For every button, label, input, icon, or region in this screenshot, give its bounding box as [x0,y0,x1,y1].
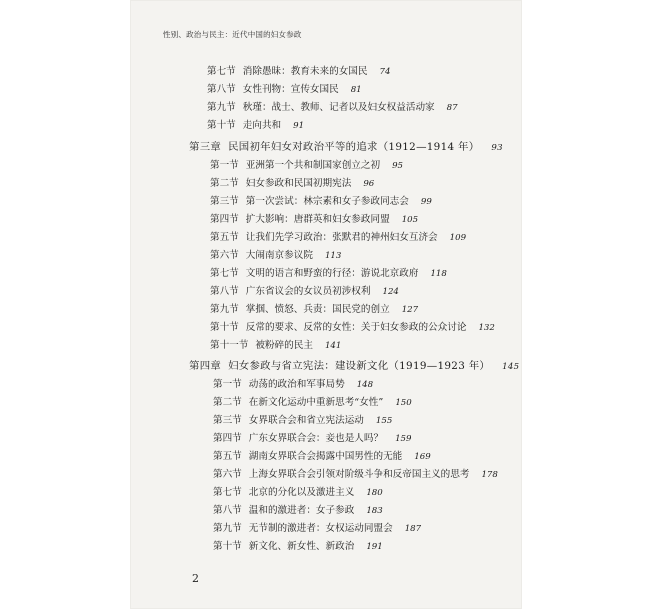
toc-entry [210,304,418,316]
page-number: 105 [401,215,419,225]
toc-entry [207,66,390,78]
section-title: 新文化、新女性、新政治 [248,541,355,552]
page-number: 93 [491,143,503,153]
section-label: 第九节 [213,523,242,534]
section-title: 广东省议会的女议员初涉权利 [245,286,371,297]
page-number: 183 [366,506,383,516]
section-label: 第二节 [210,178,239,189]
section-title: 秋瑾：战士、教师、记者以及妇女权益活动家 [242,102,435,113]
section-label: 第八节 [207,84,236,95]
page-number: 113 [324,251,342,261]
toc-chapter [189,141,503,154]
toc-entry [207,102,458,114]
section-title: 湖南女界联合会揭露中国男性的无能 [248,451,403,462]
page-number: 191 [366,542,383,552]
page-number: 132 [478,323,495,333]
chapter-label: 第四章 [189,360,222,372]
toc-entry [213,451,431,463]
toc-entry [207,84,362,96]
section-title: 走向共和 [242,120,282,131]
page-number: 148 [356,380,374,390]
section-title: 上海女界联合会引领对阶级斗争和反帝国主义的思考 [248,469,470,480]
section-title: 北京的分化以及激进主义 [248,487,355,498]
toc-entry [213,469,498,481]
section-label: 第七节 [213,487,242,498]
toc-entry [210,250,341,262]
page-number: 91 [293,121,305,131]
chapter-label: 第三章 [189,141,222,153]
section-label: 第六节 [213,469,242,480]
section-label: 第十节 [207,120,236,131]
page-number: 87 [446,103,458,113]
section-label: 第二节 [213,397,242,408]
page-number: 127 [401,305,419,315]
running-head: 性别、政治与民主：近代中国的妇女参政 [163,30,302,39]
section-label: 第十一节 [210,340,249,351]
toc-entry [210,340,341,352]
section-title: 让我们先学习政治：张默君的神州妇女互济会 [245,232,438,243]
section-label: 第十节 [213,541,242,552]
section-label: 第六节 [210,250,239,261]
section-title: 动荡的政治和军事局势 [248,379,345,390]
section-label: 第三节 [210,196,239,207]
toc-entry [210,196,432,208]
section-label: 第一节 [213,379,242,390]
section-label: 第十节 [210,322,239,333]
section-title: 在新文化运动中重新思考“女性” [248,397,384,408]
page-number: 95 [392,161,404,171]
section-label: 第四节 [213,433,242,444]
section-title: 被粉碎的民主 [255,340,313,351]
toc-entry [213,433,412,445]
section-title: 文明的语言和野蛮的行径：游说北京政府 [245,268,419,279]
toc-entry [213,379,373,391]
page-number: 180 [366,488,383,498]
section-title: 妇女参政和民国初期宪法 [245,178,352,189]
page-number: 145 [502,362,520,372]
page-number: 155 [375,416,393,426]
toc-entry [210,214,418,226]
toc-entry [210,268,447,280]
section-label: 第五节 [213,451,242,462]
page-number: 118 [430,269,447,279]
section-title: 扩大影响：唐群英和妇女参政同盟 [245,214,390,225]
toc-entry [210,178,374,190]
page-number: 150 [395,398,412,408]
toc-entry [210,322,495,334]
section-label: 第九节 [207,102,236,113]
page-number: 159 [395,434,412,444]
section-label: 第八节 [213,505,242,516]
page-number: 187 [404,524,422,534]
toc-chapter [189,360,519,373]
section-title: 温和的激进者：女子参政 [248,505,355,516]
toc-entry [210,286,399,298]
section-title: 消除愚昧：教育未来的女国民 [242,66,368,77]
section-title: 反常的要求、反常的女性：关于妇女参政的公众讨论 [245,322,467,333]
section-label: 第五节 [210,232,239,243]
toc-entry [213,505,383,517]
section-title: 第一次尝试：林宗素和女子参政同志会 [245,196,409,207]
toc-entry [213,415,392,427]
section-label: 第七节 [210,268,239,279]
section-label: 第三节 [213,415,242,426]
page-number: 141 [324,341,342,351]
section-label: 第一节 [210,160,239,171]
chapter-title: 妇女参政与省立宪法：建设新文化（1919—1923 年） [228,360,491,372]
section-title: 大闹南京参议院 [245,250,313,261]
section-label: 第四节 [210,214,239,225]
toc-entry [210,232,466,244]
page-number: 109 [449,233,467,243]
toc-entry [207,120,304,132]
toc-entry [213,397,412,409]
page-number: 178 [481,470,498,480]
section-title: 女界联合会和省立宪法运动 [248,415,364,426]
section-title: 女性刊物：宣传女国民 [242,84,339,95]
toc-entry [213,541,383,553]
section-title: 广东女界联合会：妾也是人吗？ [248,433,384,444]
page-number: 169 [414,452,431,462]
page-number: 124 [382,287,399,297]
page-number: 81 [350,85,362,95]
section-title: 无节制的激进者：女权运动同盟会 [248,523,393,534]
section-label: 第八节 [210,286,239,297]
page-number: 99 [420,197,432,207]
toc-entry [210,160,403,172]
toc-entry [213,523,421,535]
section-title: 亚洲第一个共和制国家创立之初 [245,160,381,171]
page-number: 96 [363,179,375,189]
chapter-title: 民国初年妇女对政治平等的追求（1912—1914 年） [228,141,480,153]
page-number: 74 [379,67,391,77]
toc-entry [213,487,383,499]
section-title: 掌掴、愤怒、兵责：国民党的创立 [245,304,390,315]
section-label: 第七节 [207,66,236,77]
section-label: 第九节 [210,304,239,315]
page-folio: 2 [192,572,199,585]
